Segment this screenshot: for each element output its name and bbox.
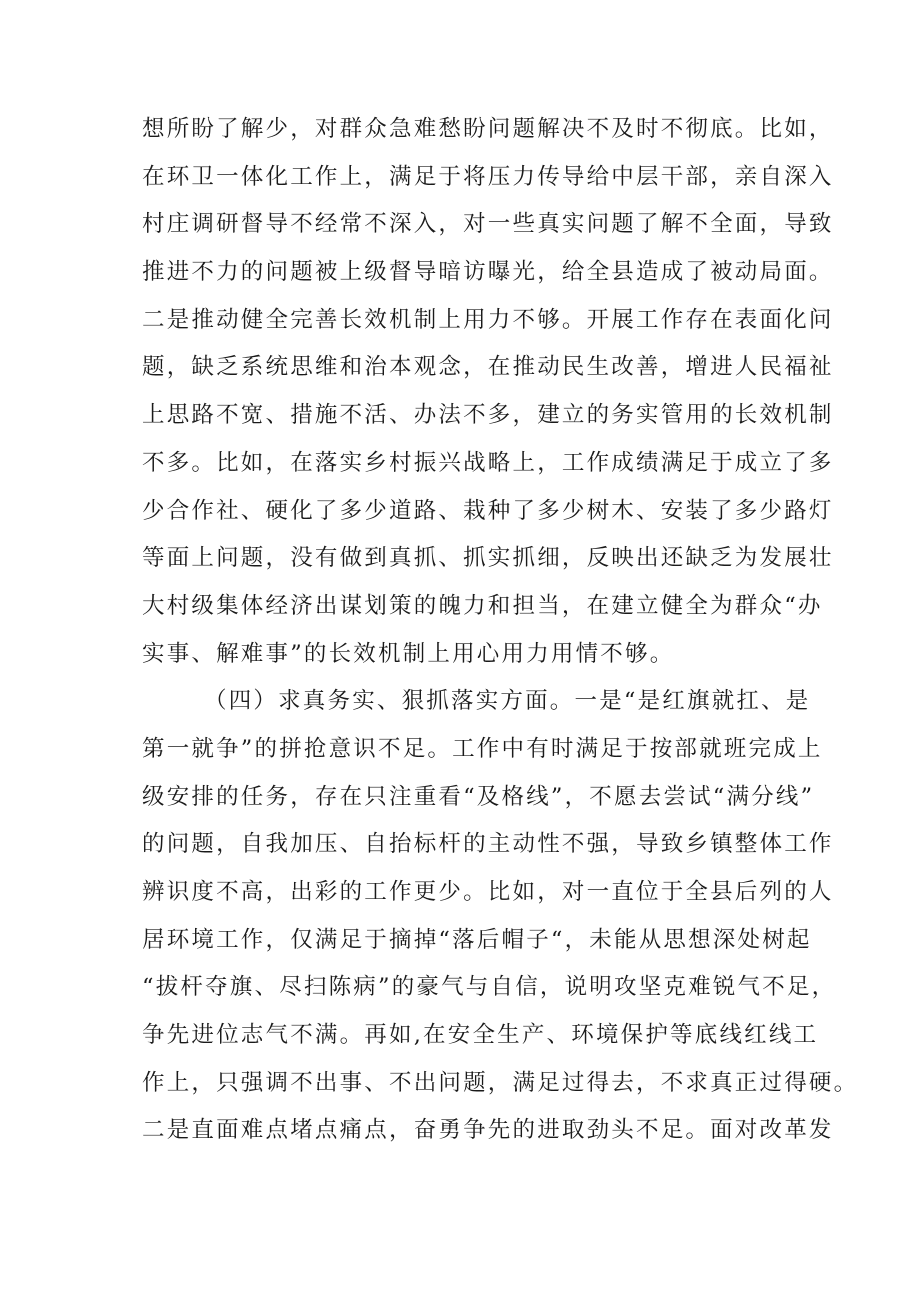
- text-line: 想所盼了解少，对群众急难愁盼问题解决不及时不彻底。比如，: [142, 116, 834, 142]
- text-line: 少合作社、硬化了多少道路、栽种了多少树木、安装了多少路灯: [142, 497, 834, 524]
- text-line: 辨识度不高，出彩的工作更少。比如，对一直位于全县后列的人: [142, 879, 834, 905]
- text-line: 的问题，自我加压、自抬标杆的主动性不强，导致乡镇整体工作: [142, 831, 834, 858]
- text-line: 大村级集体经济出谋划策的魄力和担当，在建立健全为群众“办: [142, 592, 823, 619]
- text-line: 村庄调研督导不经常不深入，对一些真实问题了解不全面，导致: [142, 211, 834, 238]
- text-line: 争先进位志气不满。再如,在安全生产、环境保护等底线红线工: [142, 1022, 819, 1049]
- text-line: 第一就争”的拼抢意识不足。工作中有时满足于按部就班完成上: [142, 735, 823, 762]
- text-line: 不多。比如，在落实乡村振兴战略上，工作成绩满足于成立了多: [142, 449, 834, 476]
- text-line: 二是推动健全完善长效机制上用力不够。开展工作存在表面化问: [142, 306, 834, 333]
- text-line: “拔杆夺旗、尽扫陈病”的豪气与自信，说明攻坚克难锐气不足，: [142, 974, 837, 1001]
- text-line: 二是直面难点堵点痛点，奋勇争先的进取劲头不足。面对改革发: [142, 1117, 834, 1144]
- text-line: 在环卫一体化工作上，满足于将压力传导给中层干部，亲自深入: [142, 163, 834, 190]
- text-line: 等面上问题，没有做到真抓、抓实抓细，反映出还缺乏为发展壮: [142, 545, 834, 572]
- text-line: 居环境工作，仅满足于摘掉“落后帽子“，未能从思想深处树起: [142, 926, 812, 953]
- text-line: 题，缺乏系统思维和治本观念，在推动民生改善，增进人民福祉: [142, 354, 834, 381]
- text-line: 作上，只强调不出事、不出问题，满足过得去，不求真正过得硬。: [142, 1069, 859, 1096]
- paragraph-first-line: （四）求真务实、狠抓落实方面。一是“是红旗就扛、是: [204, 688, 811, 715]
- text-line: 推进不力的问题被上级督导暗访曝光，给全县造成了被动局面。: [142, 259, 834, 286]
- text-line: 实事、解难事”的长效机制上用心用力用情不够。: [142, 640, 675, 667]
- body-text: [142, 106, 859, 1155]
- text-line: 级安排的任务，存在只注重看“及格线”，不愿去尝试“满分线”: [142, 783, 815, 810]
- text-line: 上思路不宽、措施不活、办法不多，建立的务实管用的长效机制: [142, 402, 834, 429]
